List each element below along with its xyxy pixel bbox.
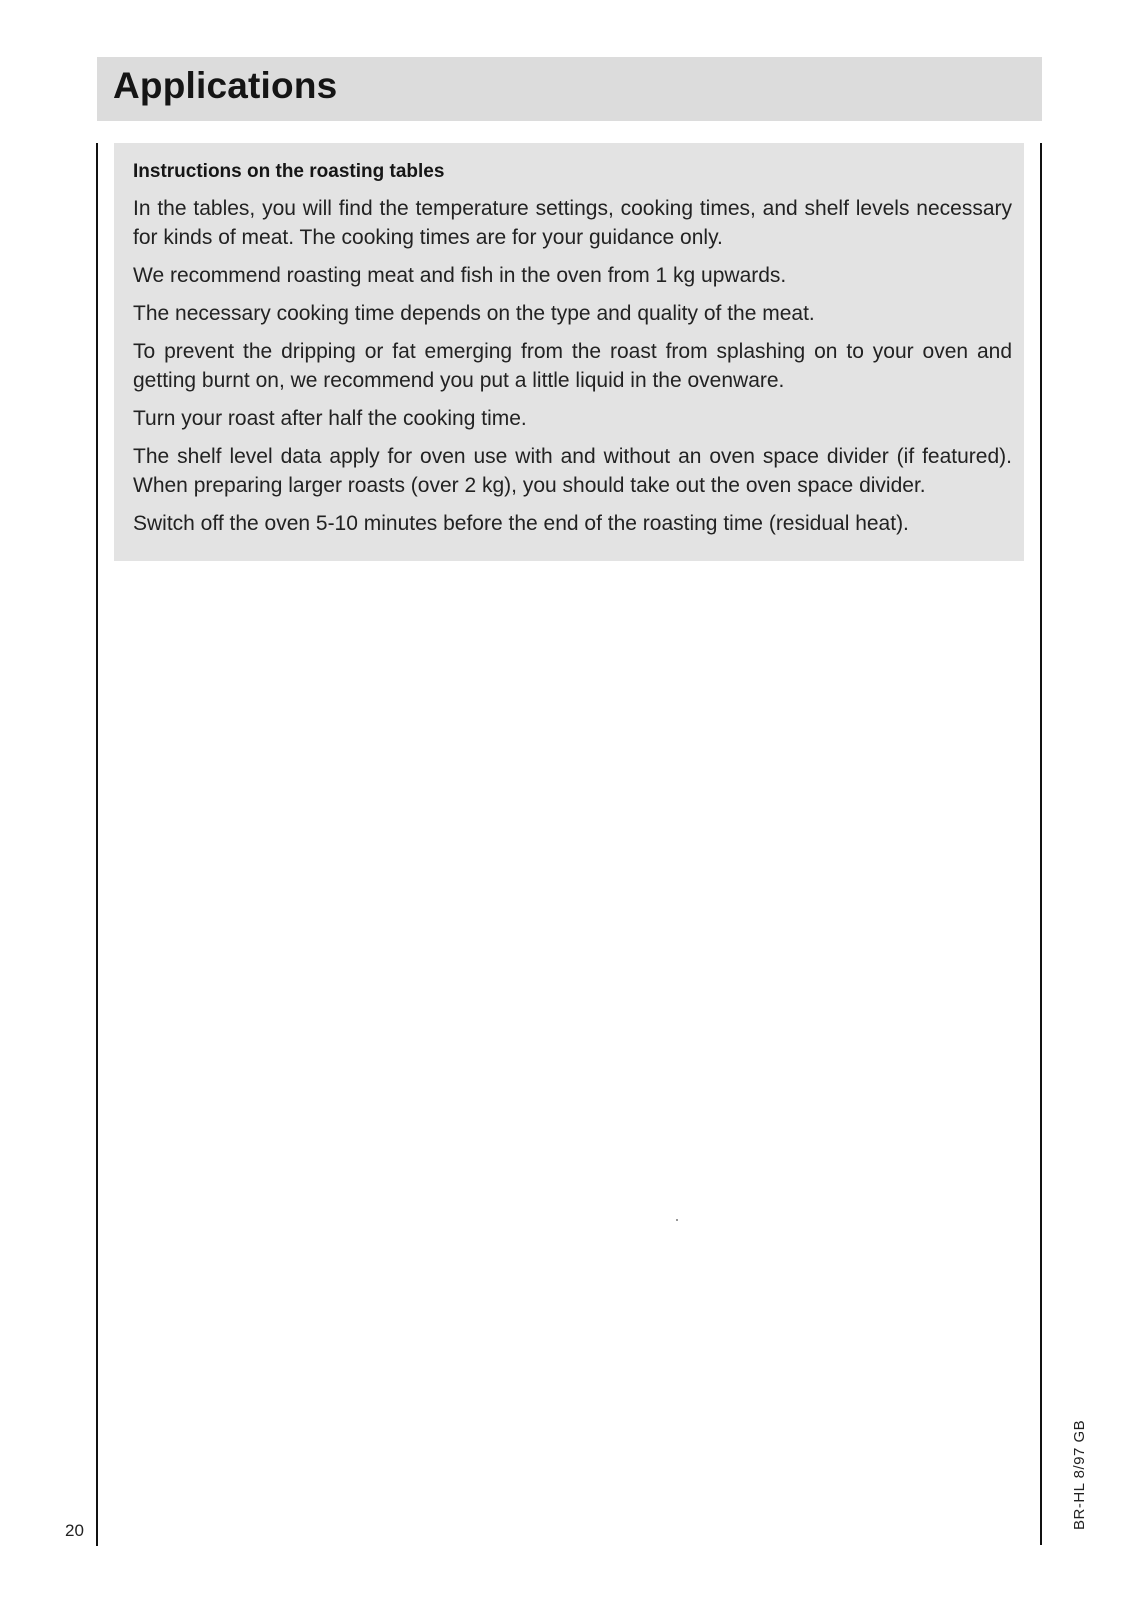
paragraph-turn-roast: Turn your roast after half the cooking time. xyxy=(133,407,527,430)
left-margin-rule xyxy=(96,143,98,1546)
instructions-box xyxy=(114,143,1024,561)
right-margin-rule xyxy=(1040,143,1042,1545)
paragraph-shelf-level: The shelf level data apply for oven use with and without an oven space divider (if featured). When preparing larger roasts (over 2 kg), you should take out the oven space divider. xyxy=(133,445,1012,497)
page-number: 20 xyxy=(65,1521,84,1540)
paragraph-switch-off: Switch off the oven 5-10 minutes before the end of the roasting time (residual heat). xyxy=(133,512,909,535)
paragraph-tables-info: In the tables, you will find the temperature settings, cooking times, and shelf levels necessary for kinds of meat. The cooking times are for your guidance only. xyxy=(133,197,1012,249)
paragraph-cooking-time: The necessary cooking time depends on the type and quality of the meat. xyxy=(133,302,815,325)
document-code: BR-HL 8/97 GB xyxy=(1071,1419,1088,1530)
title-band xyxy=(97,57,1042,121)
section-heading: Instructions on the roasting tables xyxy=(133,161,445,182)
paragraph-dripping: To prevent the dripping or fat emerging from the roast from splashing on to your oven and getting burnt on, we recommend you put a little liquid in the ovenware. xyxy=(133,340,1012,392)
print-speck xyxy=(676,1219,678,1221)
page-title: Applications xyxy=(113,65,338,106)
paragraph-recommend-weight: We recommend roasting meat and fish in the oven from 1 kg upwards. xyxy=(133,264,787,287)
